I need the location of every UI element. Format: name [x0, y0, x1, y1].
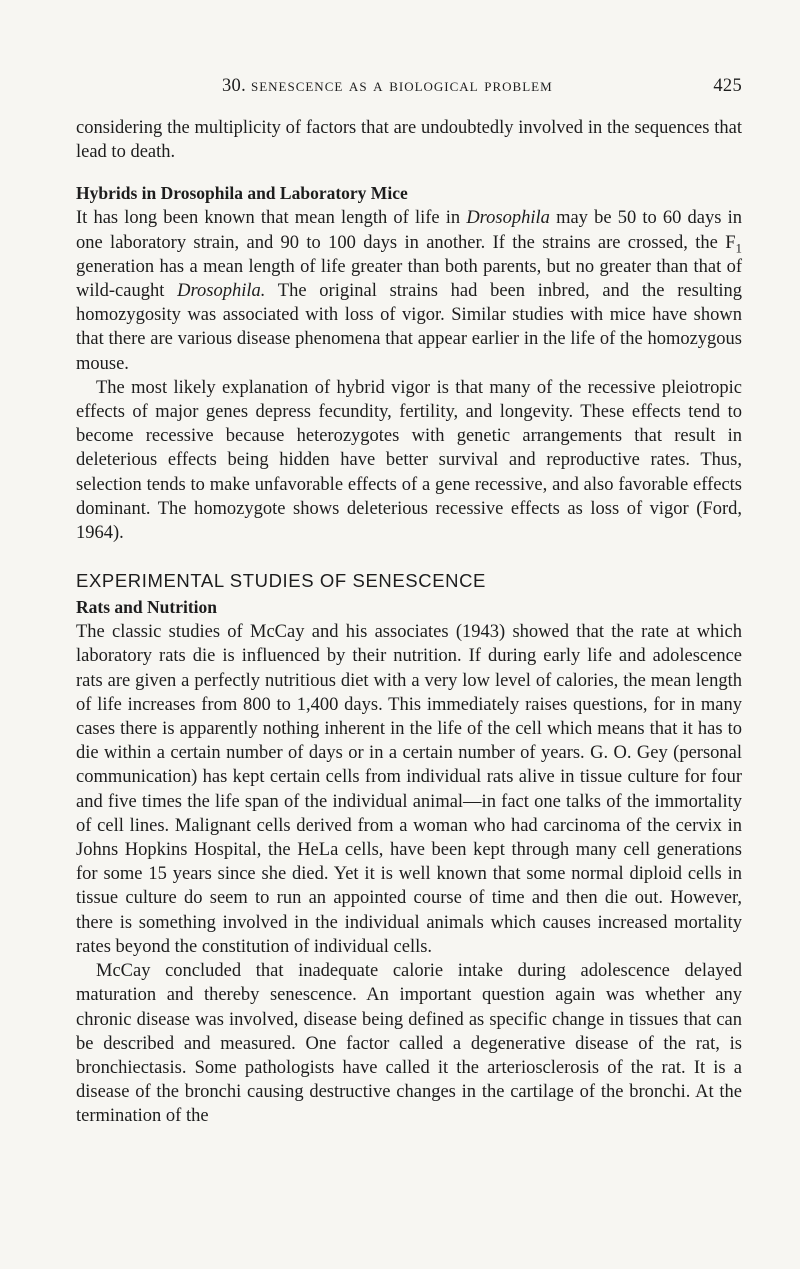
rats-paragraph-1: The classic studies of McCay and his associates (1943) showed that the rate at which laboratory rats die is influenced by their nutrition. If during early life and adolescence rats are given a perfectly nutritious diet with a very low level of calories, the mean length of life increases from 800 to 1,400 days. This immediately raises questions, for in many cases there is apparently nothing inherent in the life of the cell which means that it has to die within a certain number of days or in a certain number of years. G. O. Gey (personal communication) has kept certain cells from individual rats alive in tissue culture for four and five times the life span of the individual animal—in fact one talks of the immortality of cell lines. Malignant cells derived from a woman who had carcinoma of the cervix in Johns Hopkins Hospital, the HeLa cells, have been kept through many cell generations for some 15 years since she died. Yet it is well known that some normal diploid cells in tissue culture do seem to run an appointed course of time and then die out. However, there is something involved in the individual animals which causes increased mortality rates beyond the constitution of individual cells. — [76, 622, 742, 957]
page-number: 425 — [713, 76, 742, 96]
running-head — [76, 76, 742, 102]
subscript: 1 — [735, 240, 742, 256]
body-text — [76, 116, 742, 1129]
hybrids-paragraph-2: The most likely explanation of hybrid vigor is that many of the recessive pleiotropic effects of major genes depress fecundity, fertility, and longevity. These effects tend to become recessive because heterozygotes with genetic arrangements that result in deleterious effects being hidden have better survival and reproductive rates. Thus, selection tends to make unfavorable effects of a gene recessive, and also favorable effects dominant. The homozygote shows deleterious recessive effects as loss of vigor (Ford, 1964). — [76, 377, 742, 544]
hybrids-heading: Hybrids in Drosophila and Laboratory Mice — [76, 183, 408, 204]
section-heading: EXPERIMENTAL STUDIES OF SENESCENCE — [76, 570, 487, 592]
rats-nutrition-heading: Rats and Nutrition — [76, 597, 217, 618]
chapter-title-text: senescence as a biological problem — [250, 76, 553, 96]
rats-paragraph-2: McCay concluded that inadequate calorie intake during adolescence delayed maturation and thereby senescence. An important question again was whether any chronic disease was involved, disease being defined as specific change in tissues that can be described and measured. One factor called a degenerative disease of the rat, is bronchiectasis. Some pathologists have called it the arteriosclerosis of the rat. It is a disease of the bronchi causing destructive changes in the cartilage of the bronchi. At the termination of the — [76, 961, 742, 1127]
chapter-title — [222, 76, 553, 97]
intro-paragraph: considering the multiplicity of factors that are undoubtedly involved in the sequences that lead to death. — [76, 118, 742, 163]
italic-term: Drosophila. — [177, 281, 266, 302]
hybrids-paragraph-1: It has long been known that mean length of life in Drosophila may be 50 to 60 days in one laboratory strain, and 90 to 100 days in another. If the strains are crossed, the $F_1$ generation has a mean length of life greater than both parents, but no greater than that of wild-caught Drosophila. The original strains had been inbred, and the resulting homozygosity was associated with loss of vigor. Similar studies with mice have shown that there are various disease phenomena that appear earlier in the life of the homozygous mouse. — [76, 208, 742, 374]
chapter-number: 30. — [222, 76, 247, 96]
italic-term: Drosophila — [466, 208, 550, 229]
book-page — [76, 76, 742, 1129]
